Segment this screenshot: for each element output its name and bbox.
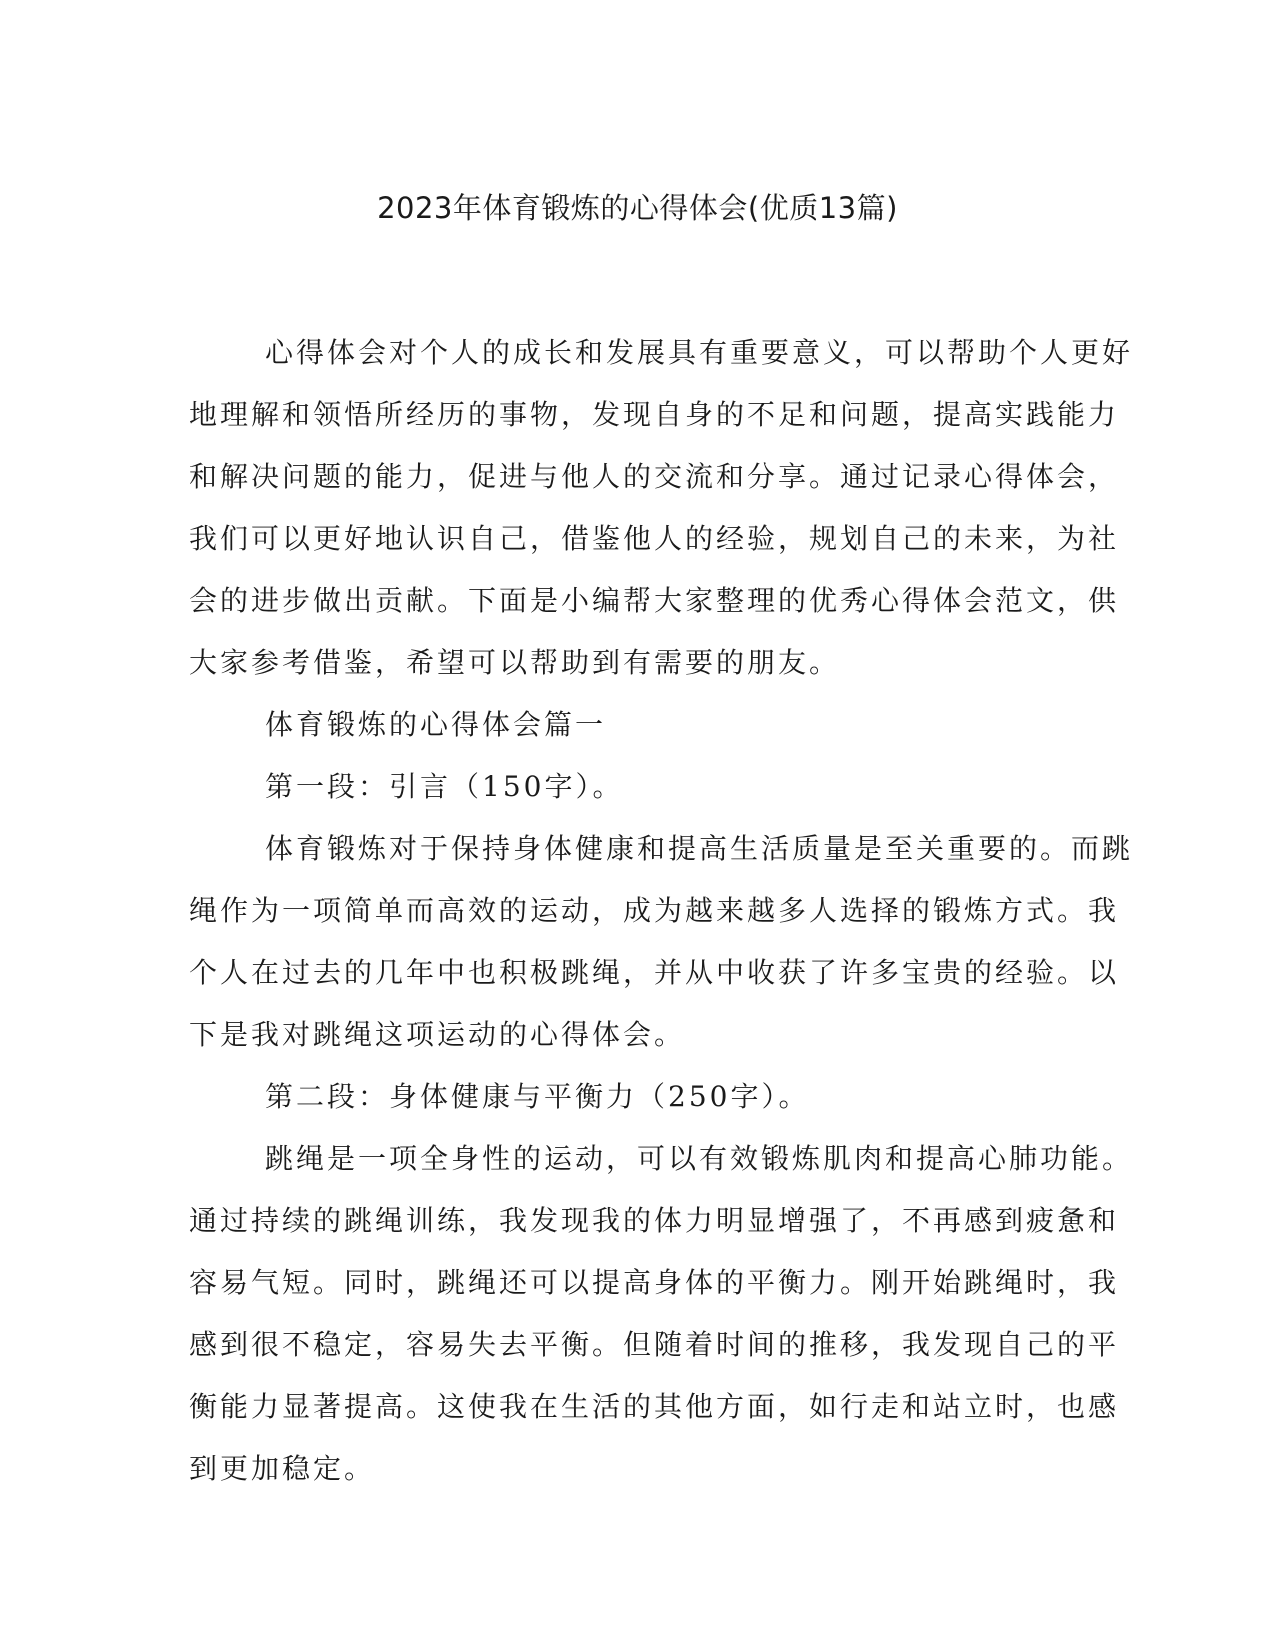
text-line: 跳绳是一项全身性的运动，可以有效锻炼肌肉和提高心肺功能。 (265, 1142, 1134, 1175)
text-line: 通过持续的跳绳训练，我发现我的体力明显增强了，不再感到疲惫和 (189, 1204, 1120, 1237)
text-line: 衡能力显著提高。这使我在生活的其他方面，如行走和站立时，也感 (189, 1390, 1120, 1423)
text-line: 感到很不稳定，容易失去平衡。但随着时间的推移，我发现自己的平 (189, 1328, 1120, 1361)
paragraph-body (189, 1128, 1134, 1500)
text-line: 到更加稳定。 (189, 1452, 376, 1485)
text-line: 绳作为一项简单而高效的运动，成为越来越多人选择的锻炼方式。我 (189, 894, 1120, 927)
text-line: 会的进步做出贡献。下面是小编帮大家整理的优秀心得体会范文，供 (189, 584, 1120, 617)
text-line: 心得体会对个人的成长和发展具有重要意义，可以帮助个人更好 (265, 336, 1134, 369)
document-body (189, 322, 1134, 1500)
paragraph-intro (189, 322, 1134, 694)
subsection-heading (189, 1066, 1071, 1128)
text-line: 体育锻炼对于保持身体健康和提高生活质量是至关重要的。而跳 (265, 832, 1134, 865)
subsection-heading (189, 756, 1071, 818)
text-line: 容易气短。同时，跳绳还可以提高身体的平衡力。刚开始跳绳时，我 (189, 1266, 1120, 1299)
paragraph-body (189, 818, 1134, 1066)
document-title: 2023年体育锻炼的心得体会(优质13篇) (377, 191, 898, 225)
text-line: 地理解和领悟所经历的事物，发现自身的不足和问题，提高实践能力 (189, 398, 1120, 431)
text-line: 第二段：身体健康与平衡力（250字）。 (265, 1080, 810, 1113)
text-line: 第一段：引言（150字）。 (265, 770, 624, 803)
text-line: 我们可以更好地认识自己，借鉴他人的经验，规划自己的未来，为社 (189, 522, 1120, 555)
section-heading (189, 694, 1071, 756)
text-line: 个人在过去的几年中也积极跳绳，并从中收获了许多宝贵的经验。以 (189, 956, 1120, 989)
text-line: 大家参考借鉴，希望可以帮助到有需要的朋友。 (189, 646, 841, 679)
text-line: 下是我对跳绳这项运动的心得体会。 (189, 1018, 686, 1051)
text-line: 体育锻炼的心得体会篇一 (265, 708, 607, 741)
text-line: 和解决问题的能力，促进与他人的交流和分享。通过记录心得体会， (189, 460, 1120, 493)
